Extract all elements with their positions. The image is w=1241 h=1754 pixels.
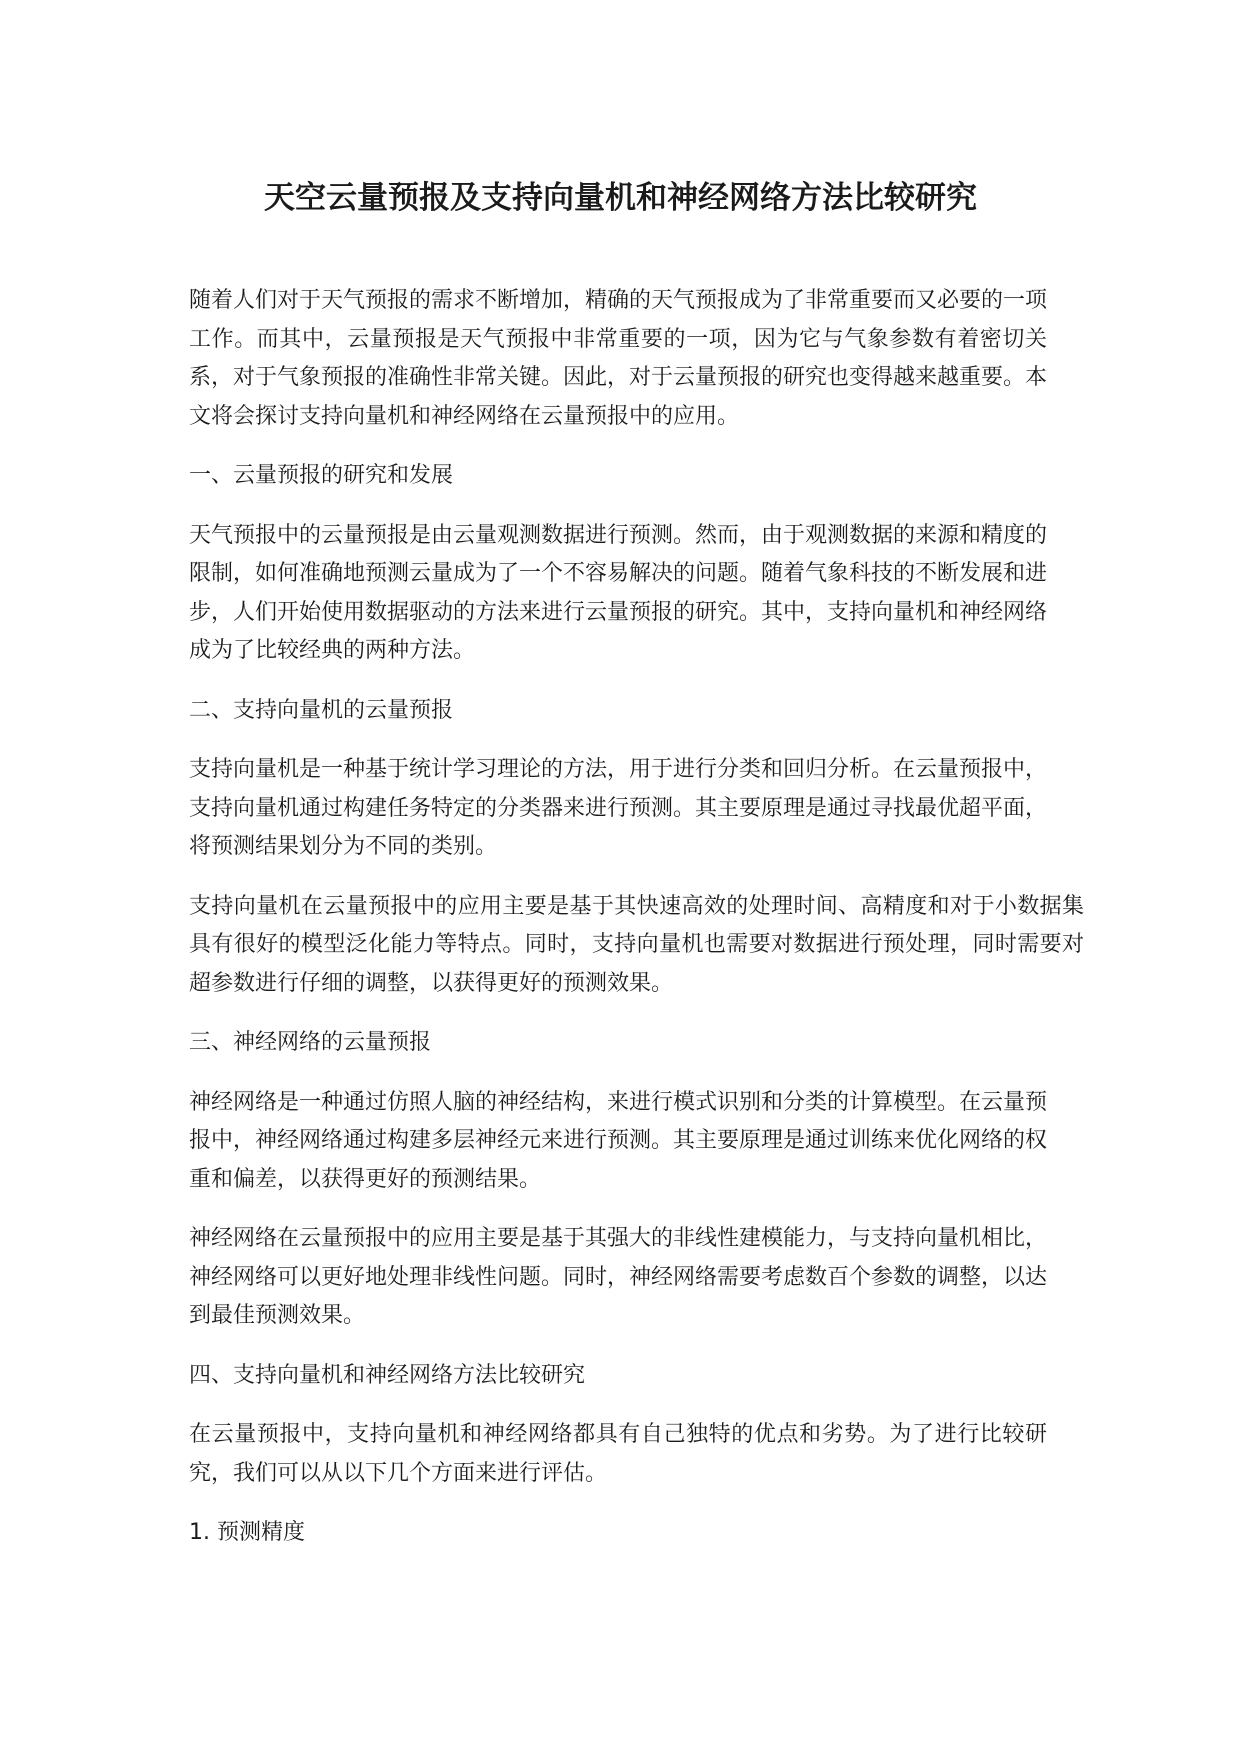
- section-1-paragraph-1: 天气预报中的云量预报是由云量观测数据进行预测。然而，由于观测数据的来源和精度的限制，如何准确地预测云量成为了一个不容易解决的问题。随着气象科技的不断发展和进步，人们开始使用数据驱动的方法来进行云量预报的研究。其中，支持向量机和神经网络成为了比较经典的两种方法。: [189, 522, 1048, 663]
- section-heading-2: 二、支持向量机的云量预报: [189, 697, 454, 723]
- document-title: 天空云量预报及支持向量机和神经网络方法比较研究: [264, 180, 977, 216]
- section-3-paragraph-2: 神经网络在云量预报中的应用主要是基于其强大的非线性建模能力，与支持向量机相比，神经网络可以更好地处理非线性问题。同时，神经网络需要考虑数百个参数的调整，以达到最佳预测效果。: [189, 1226, 1048, 1328]
- section-3-paragraph-1: 神经网络是一种通过仿照人脑的神经结构，来进行模式识别和分类的计算模型。在云量预报中，神经网络通过构建多层神经元来进行预测。其主要原理是通过训练来优化网络的权重和偏差，以获得更好的预测结果。: [189, 1089, 1048, 1192]
- intro-paragraph: 随着人们对于天气预报的需求不断增加，精确的天气预报成为了非常重要而又必要的一项工作。而其中，云量预报是天气预报中非常重要的一项，因为它与气象参数有着密切关系，对于气象预报的准确性非常关键。因此，对于云量预报的研究也变得越来越重要。本文将会探讨支持向量机和神经网络在云量预报中的应用。: [189, 288, 1048, 429]
- section-2-paragraph-1: 支持向量机是一种基于统计学习理论的方法，用于进行分类和回归分析。在云量预报中，支持向量机通过构建任务特定的分类器来进行预测。其主要原理是通过寻找最优超平面，将预测结果划分为不同的类别。: [189, 757, 1048, 859]
- document-body: [189, 282, 1084, 1574]
- section-4-paragraph-1: 在云量预报中，支持向量机和神经网络都具有自己独特的优点和劣势。为了进行比较研究，我们可以从以下几个方面来进行评估。: [189, 1422, 1047, 1486]
- section-heading-4: 四、支持向量机和神经网络方法比较研究: [189, 1362, 586, 1388]
- section-heading-1: 一、云量预报的研究和发展: [189, 463, 454, 488]
- section-heading-3: 三、神经网络的云量预报: [189, 1030, 432, 1055]
- section-2-paragraph-2: 支持向量机在云量预报中的应用主要是基于其快速高效的处理时间、高精度和对于小数据集具有很好的模型泛化能力等特点。同时，支持向量机也需要对数据进行预处理，同时需要对超参数进行仔细的调整，以获得更好的预测效果。: [189, 893, 1084, 996]
- list-item-1: 1. 预测精度: [189, 1520, 305, 1545]
